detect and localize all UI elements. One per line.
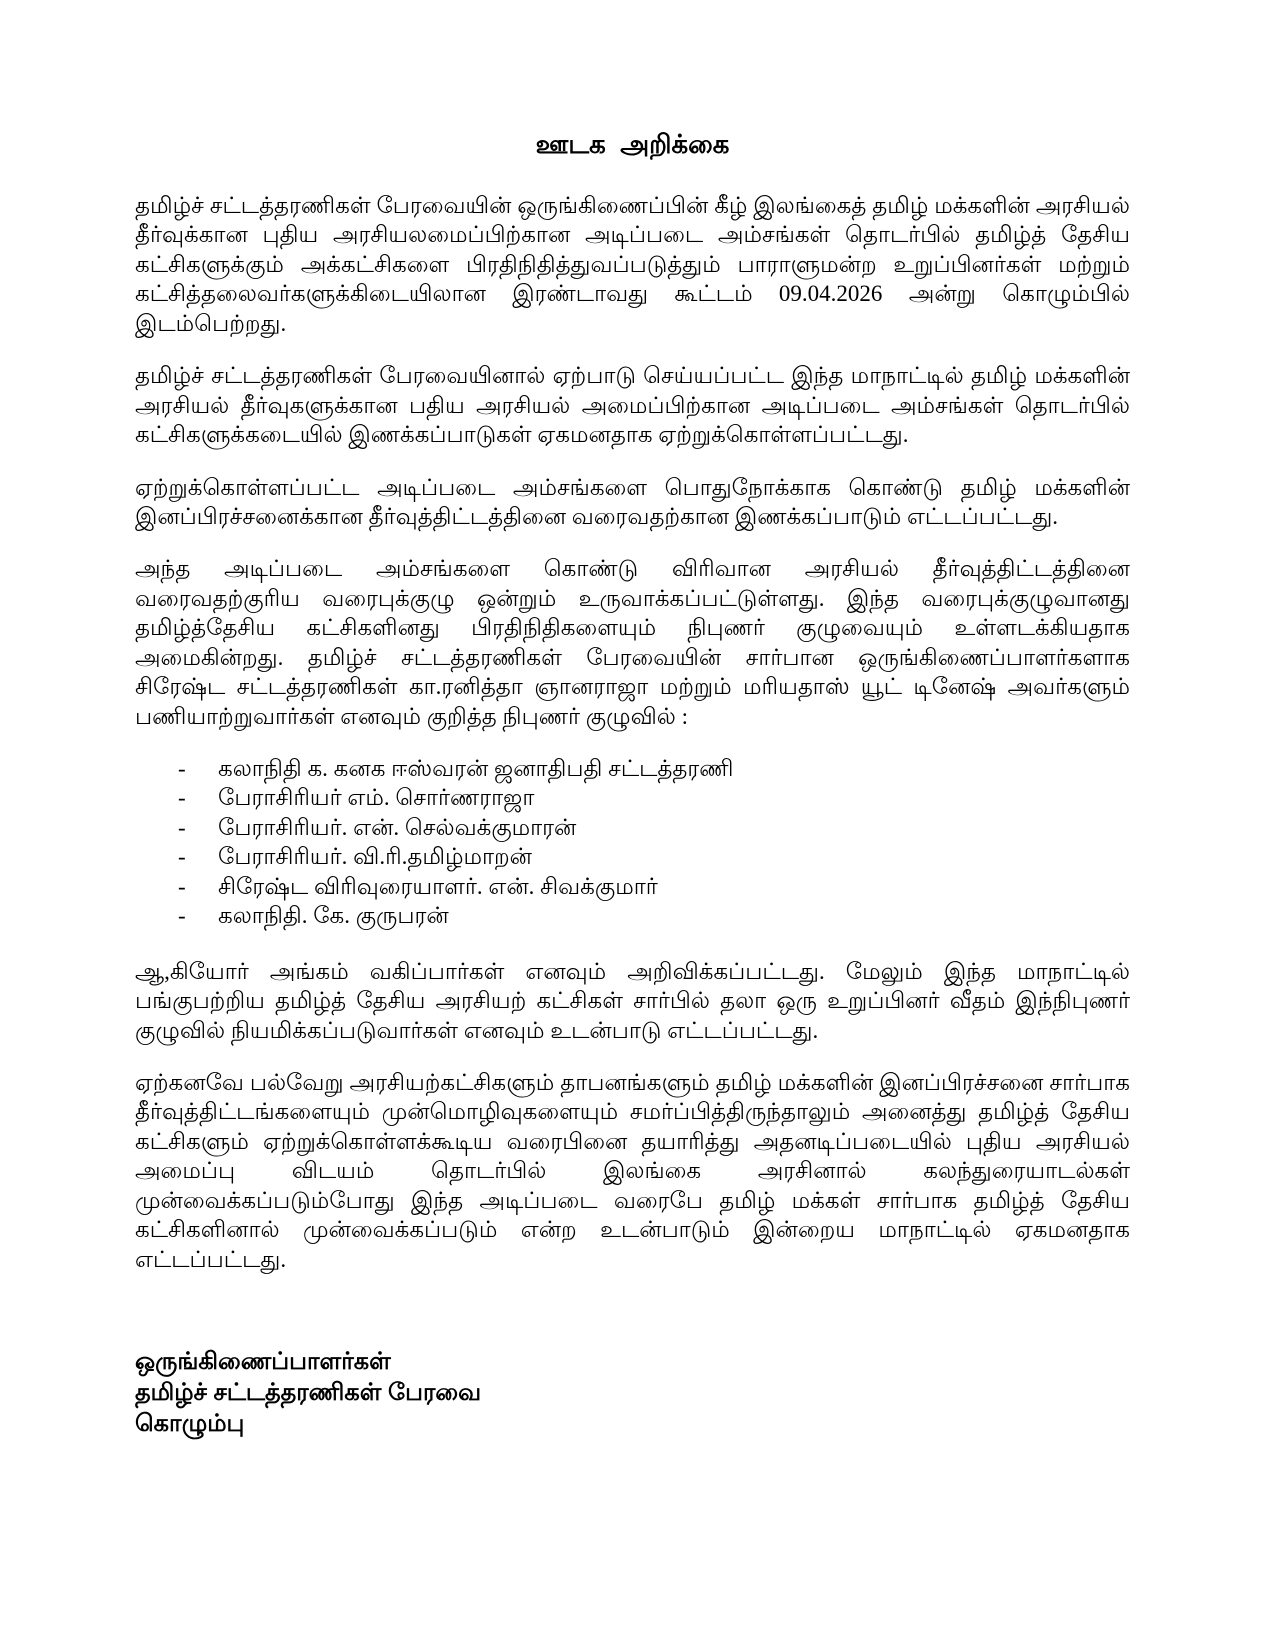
list-item-text: பேராசிரியர். வி.ரி.தமிழ்மாறன் bbox=[218, 844, 532, 870]
list-item bbox=[135, 754, 1130, 783]
list-dash: - bbox=[178, 844, 186, 870]
paragraph-4: அந்த அடிப்படை அம்சங்களை கொண்டு விரிவான அரசியல் தீர்வுத்திட்டத்தினை வரைவதற்குரிய வரைபுக்குழு ஒன்றும் உருவாக்கப்பட்டுள்ளது. இந்த வரைபுக்குழுவானது தமிழ்த்தேசிய கட்சிகளினது பிரதிநிதிகளையும் நிபுணர் குழுவையும் உள்ளடக்கியதாக அமைகின்றது. தமிழ்ச் சட்டத்தரணிகள் பேரவையின் சார்பான ஒருங்கிணைப்பாளர்களாக சிரேஷ்ட சட்டத்தரணிகள் கா.ரனித்தா ஞானராஜா மற்றும் மரியதாஸ் யூட் டினேஷ் அவர்களும் பணியாற்றுவார்கள் எனவும் குறித்த நிபுணர் குழுவில் : bbox=[135, 556, 1130, 729]
paragraph-3: ஏற்றுக்கொள்ளப்பட்ட அடிப்படை அம்சங்களை பொதுநோக்காக கொண்டு தமிழ் மக்களின் இனப்பிரச்சனைக்கான தீர்வுத்திட்டத்தினை வரைவதற்கான இணக்கப்பாடும் எட்டப்பட்டது. bbox=[135, 474, 1130, 529]
list-dash: - bbox=[178, 785, 186, 811]
paragraph-6: ஏற்கனவே பல்வேறு அரசியற்கட்சிகளும் தாபனங்களும் தமிழ் மக்களின் இனப்பிரச்சனை சார்பாக தீர்வுத்திட்டங்களையும் முன்மொழிவுகளையும் சமர்ப்பித்திருந்தாலும் அனைத்து தமிழ்த் தேசிய கட்சிகளும் ஏற்றுக்கொள்ளக்கூடிய வரைபினை தயாரித்து அதனடிப்படையில் புதிய அரசியல் அமைப்பு விடயம் தொடர்பில் இலங்கை அரசினால் கலந்துரையாடல்கள் முன்வைக்கப்படும்போது இந்த அடிப்படை வரைபே தமிழ் மக்கள் சார்பாக தமிழ்த் தேசிய கட்சிகளினால் முன்வைக்கப்படும் என்ற உடன்பாடும் இன்றைய மாநாட்டில் ஏகமனதாக எட்டப்பட்டது. bbox=[135, 1069, 1130, 1272]
signature-line-coordinators: ஒருங்கிணைப்பாளர்கள் bbox=[135, 1348, 391, 1375]
list-item bbox=[135, 842, 1130, 871]
document-title: ஊடக அறிக்கை bbox=[535, 130, 730, 159]
list-item bbox=[135, 901, 1130, 930]
list-item bbox=[135, 783, 1130, 812]
signature-line-location: கொழும்பு bbox=[135, 1410, 245, 1438]
paragraph-2: தமிழ்ச் சட்டத்தரணிகள் பேரவையினால் ஏற்பாடு செய்யப்பட்ட இந்த மாநாட்டில் தமிழ் மக்களின் அரசியல் தீர்வுகளுக்கான பதிய அரசியல் அமைப்பிற்கான அடிப்படை அம்சங்கள் தொடர்பில் கட்சிகளுக்கடையில் இணக்கப்பாடுகள் ஏகமனதாக ஏற்றுக்கொள்ளப்பட்டது. bbox=[135, 363, 1130, 448]
expert-panel-list bbox=[135, 754, 1130, 931]
list-item-text: பேராசிரியர் எம். சொர்ணராஜா bbox=[218, 785, 535, 811]
signature-line-organization: தமிழ்ச் சட்டத்தரணிகள் பேரவை bbox=[135, 1379, 482, 1407]
list-item-text: பேராசிரியர். என். செல்வக்குமாரன் bbox=[218, 814, 577, 840]
paragraph-5: ஆ,கியோர் அங்கம் வகிப்பார்கள் எனவும் அறிவிக்கப்பட்டது. மேலும் இந்த மாநாட்டில் பங்குபற்றிய தமிழ்த் தேசிய அரசியற் கட்சிகள் சார்பில் தலா ஒரு உறுப்பினர் வீதம் இந்நிபுணர் குழுவில் நியமிக்கப்படுவார்கள் எனவும் உடன்பாடு எட்டப்பட்டது. bbox=[135, 958, 1130, 1043]
paragraph-1: தமிழ்ச் சட்டத்தரணிகள் பேரவையின் ஒருங்கிணைப்பின் கீழ் இலங்கைத் தமிழ் மக்களின் அரசியல் தீர்வுக்கான புதிய அரசியலமைப்பிற்கான அடிப்படை அம்சங்கள் தொடர்பில் தமிழ்த் தேசிய கட்சிகளுக்கும் அக்கட்சிகளை பிரதிநிதித்துவப்படுத்தும் பாராளுமன்ற உறுப்பினர்கள் மற்றும் கட்சித்தலைவர்களுக்கிடையிலான இரண்டாவது கூட்டம் 09.04.2026 அன்று கொழும்பில் இடம்பெற்றது. bbox=[135, 193, 1130, 336]
list-dash: - bbox=[178, 873, 186, 899]
list-item bbox=[135, 813, 1130, 842]
list-item-text: சிரேஷ்ட விரிவுரையாளர். என். சிவக்குமார் bbox=[218, 873, 658, 899]
list-item bbox=[135, 872, 1130, 901]
signature-block bbox=[135, 1346, 1130, 1440]
list-dash: - bbox=[178, 814, 186, 840]
list-item-text: கலாநிதி க. கனக ஈஸ்வரன் ஜனாதிபதி சட்டத்தரணி bbox=[218, 756, 734, 781]
list-item-text: கலாநிதி. கே. குருபரன் bbox=[218, 903, 449, 929]
list-dash: - bbox=[178, 756, 186, 781]
list-dash: - bbox=[178, 903, 186, 929]
